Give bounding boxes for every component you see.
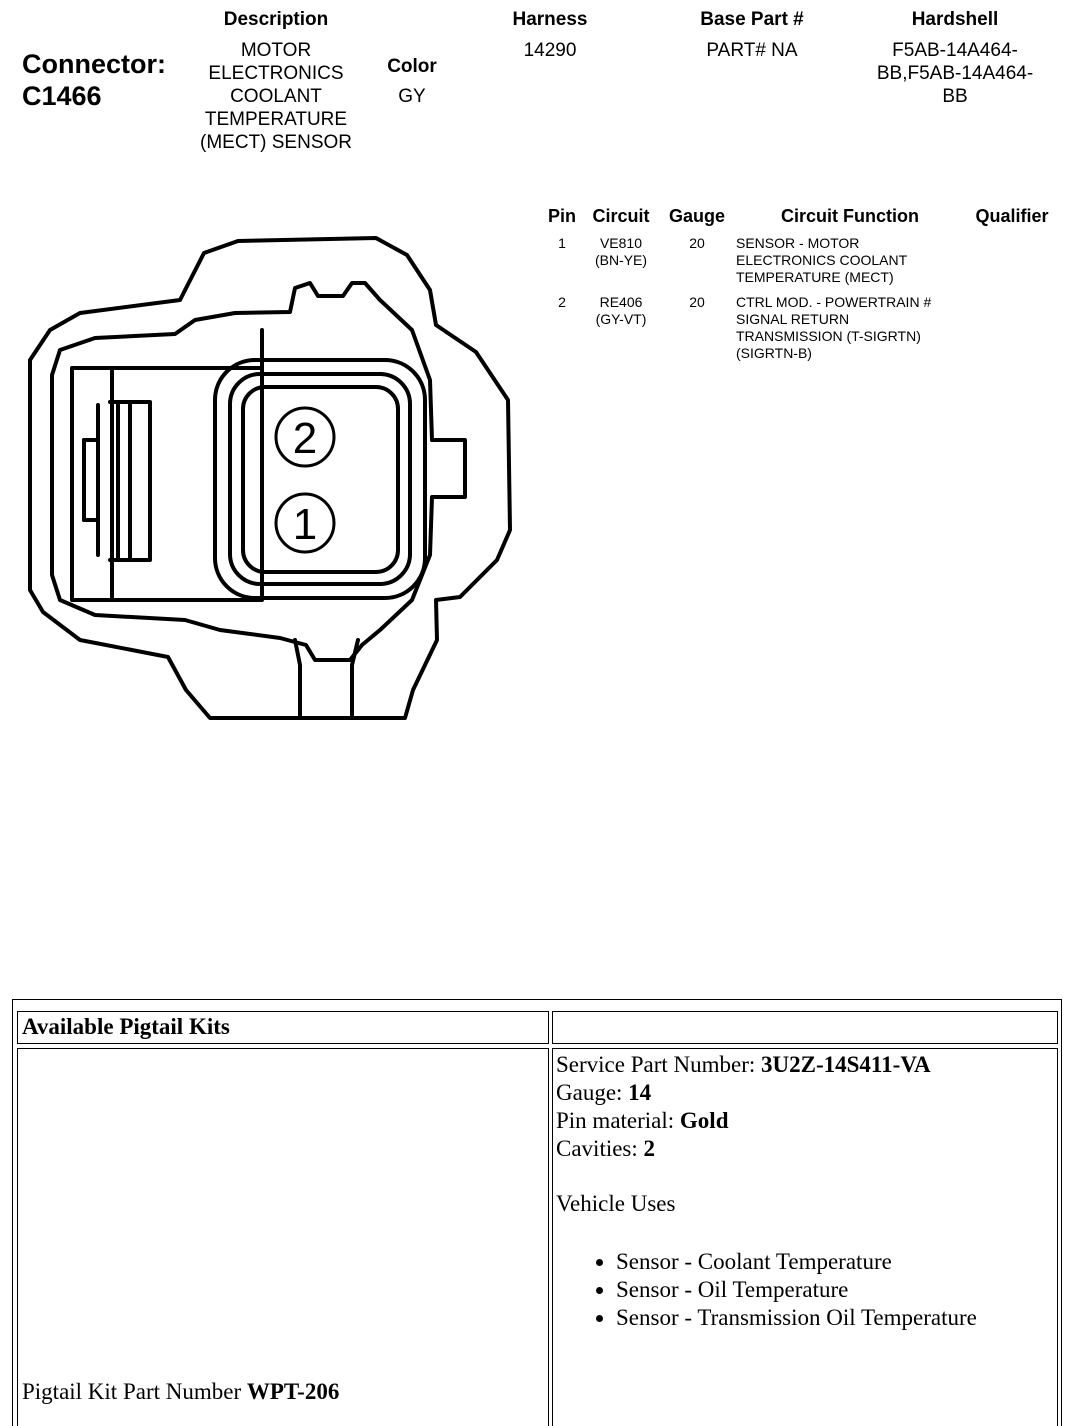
function-line: TRANSMISSION (T-SIGRTN) (736, 328, 921, 344)
function-line: (SIGRTN-B) (736, 345, 812, 361)
cavity-block-inner (230, 374, 410, 584)
pigtail-kit-part-number (22, 1379, 339, 1405)
pigtail-details-cell (552, 1048, 1058, 1426)
color-label: Color (387, 56, 437, 77)
description-line: MOTOR (240, 40, 312, 61)
function-line: TEMPERATURE (MECT) (736, 269, 894, 285)
vehicle-uses-label: Vehicle Uses (556, 1191, 676, 1216)
gauge-label: Gauge: (556, 1080, 629, 1105)
pin-2-label: 2 (292, 414, 318, 463)
gauge-row (556, 1079, 977, 1107)
service-label: Service Part Number: (556, 1052, 762, 1077)
service-part-number (556, 1051, 977, 1079)
gauge-column-header: Gauge (668, 206, 725, 226)
circuit-line: (BN-YE) (594, 252, 648, 268)
pin-material-label: Pin material: (556, 1108, 680, 1133)
list-item: • Sensor - Oil Temperature (616, 1276, 977, 1304)
bottom-tab-outline (295, 640, 358, 715)
hardshell-line: BB (942, 86, 968, 107)
circuit-line: VE810 (599, 235, 643, 251)
description-header: Description (223, 9, 329, 30)
kit-label: Pigtail Kit Part Number (22, 1379, 247, 1404)
pigtail-details (556, 1051, 977, 1332)
circuit-line: (GY-VT) (595, 311, 647, 327)
cavities-label: Cavities: (556, 1136, 644, 1161)
pigtail-title: Available Pigtail Kits (22, 1014, 230, 1039)
connector-id: C1466 (22, 81, 102, 111)
qualifier-column-header: Qualifier (975, 206, 1049, 226)
function-line: SIGNAL RETURN (736, 311, 850, 327)
circuit-cell (584, 294, 658, 328)
pin-cell: 2 (558, 294, 566, 310)
list-item: • Sensor - Coolant Temperature (616, 1248, 977, 1276)
kit-value: WPT-206 (246, 1379, 340, 1404)
pigtail-image-cell (17, 1048, 549, 1426)
pin-material-value: Gold (679, 1108, 729, 1133)
hardshell-line: BB,F5AB-14A464- (876, 63, 1034, 84)
description-line: ELECTRONICS (208, 63, 344, 84)
color-value: GY (398, 86, 426, 107)
circuit-line: RE406 (599, 294, 643, 310)
function-cell (736, 294, 996, 362)
hardshell-header: Hardshell (911, 9, 999, 30)
circuit-column-header: Circuit (592, 206, 650, 226)
function-line: SENSOR - MOTOR (736, 235, 860, 251)
pigtail-title-cell (17, 1011, 549, 1044)
pigtail-title-spacer-cell (552, 1011, 1058, 1044)
connector-face-diagram (0, 220, 540, 740)
cavities-value: 2 (643, 1136, 656, 1161)
connector-title (22, 48, 166, 112)
hardshell-value (860, 39, 1050, 108)
description-line: COOLANT (230, 86, 322, 107)
pin-material-row (556, 1107, 977, 1135)
description-line: (MECT) SENSOR (200, 132, 352, 153)
description-line: TEMPERATURE (204, 109, 348, 130)
cavity-block-core (243, 387, 398, 572)
circuit-cell (584, 235, 658, 269)
basepart-header: Base Part # (700, 9, 804, 30)
function-line: CTRL MOD. - POWERTRAIN # (736, 294, 932, 310)
list-item: • Sensor - Transmission Oil Temperature (616, 1304, 977, 1332)
pin-cell: 1 (558, 235, 566, 251)
function-line: ELECTRONICS COOLANT (736, 252, 908, 268)
service-value: 3U2Z-14S411-VA (761, 1052, 931, 1077)
harness-value: 14290 (523, 40, 577, 61)
cavities-row (556, 1135, 977, 1163)
harness-header: Harness (512, 9, 588, 30)
outer-housing-outline (30, 238, 510, 718)
basepart-value: PART# NA (706, 40, 798, 61)
connector-label: Connector: (22, 49, 166, 79)
pin-column-header: Pin (547, 206, 576, 226)
gauge-cell: 20 (689, 294, 705, 310)
gauge-cell: 20 (689, 235, 705, 251)
function-cell (736, 235, 976, 286)
pin-1-label: 1 (292, 500, 318, 549)
function-column-header: Circuit Function (781, 206, 919, 226)
vehicle-uses-list (556, 1248, 977, 1332)
hardshell-line: F5AB-14A464- (892, 40, 1018, 61)
gauge-value: 14 (628, 1080, 652, 1105)
description-value (186, 39, 366, 154)
